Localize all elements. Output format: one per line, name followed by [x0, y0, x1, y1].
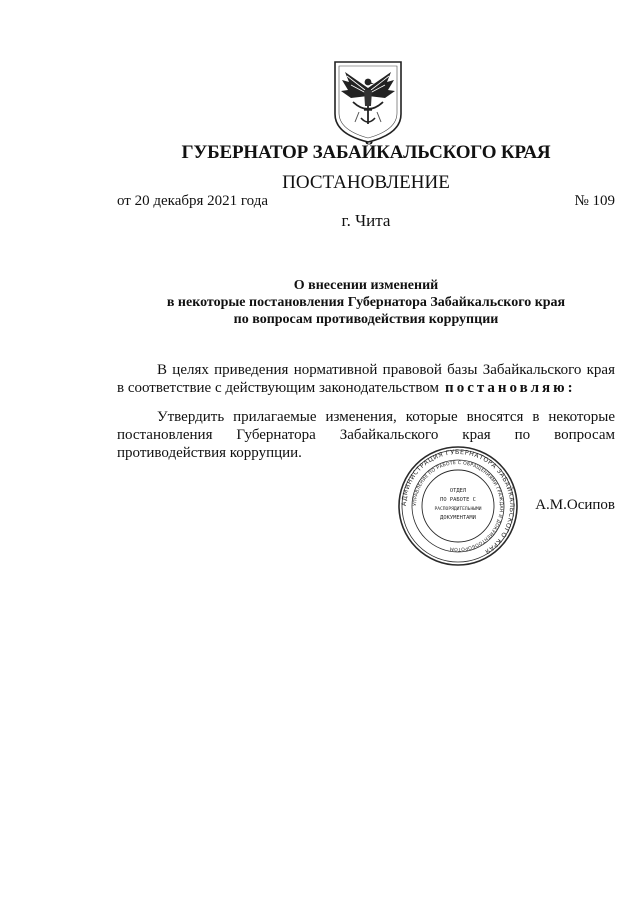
stamp-center-text: ПО РАБОТЕ С	[440, 497, 476, 503]
document-city: г. Чита	[341, 211, 391, 230]
paragraph-line: постановления Губернатора Забайкальского края по вопросам	[117, 427, 615, 443]
paragraph-line: противодействия коррупции.	[117, 445, 302, 461]
subject-line: О внесении изменений	[293, 278, 439, 293]
issuing-authority: ГУБЕРНАТОР ЗАБАЙКАЛЬСКОГО КРАЯ	[181, 142, 551, 163]
preamble-paragraph	[117, 361, 615, 397]
document-date: от 20 декабря 2021 года	[117, 193, 269, 209]
paragraph-text: в соответствие с действующим законодательством	[117, 380, 440, 396]
official-stamp	[396, 444, 520, 568]
svg-text:УПРАВЛЕНИЕ ПО РАБОТЕ С ОБРАЩЕН	[412, 460, 504, 552]
coat-of-arms-emblem	[331, 58, 405, 144]
stamp-inner-text: УПРАВЛЕНИЕ ПО РАБОТЕ С ОБРАЩЕНИЯМИ ГРАЖДАН И ДОКУМЕНТООБОРОТОМ	[412, 460, 504, 552]
paragraph-line: В целях приведения нормативной правовой базы Забайкальского края	[157, 362, 615, 378]
stamp-center-text: ОТДЕЛ	[449, 488, 467, 494]
operative-paragraph	[117, 408, 615, 462]
stamp-outer-text: АДМИНИСТРАЦИЯ ГУБЕРНАТОРА ЗАБАЙКАЛЬСКОГО КРАЯ	[400, 448, 516, 556]
paragraph-line	[117, 379, 615, 397]
document-subject	[117, 277, 615, 328]
signer-name: А.М.Осипов	[535, 497, 615, 513]
decree-word: постановляю:	[445, 380, 576, 396]
subject-line: в некоторые постановления Губернатора Забайкальского края	[166, 295, 566, 310]
paragraph-line: Утвердить прилагаемые изменения, которые вносятся в некоторые	[157, 409, 615, 425]
stamp-center-text: ДОКУМЕНТАМИ	[440, 515, 476, 521]
subject-line: по вопросам противодействия коррупции	[233, 312, 499, 327]
document-number: № 109	[574, 193, 615, 209]
stamp-center-text: РАСПОРЯДИТЕЛЬНЫМИ	[434, 507, 482, 512]
document-type: ПОСТАНОВЛЕНИЕ	[282, 172, 450, 193]
